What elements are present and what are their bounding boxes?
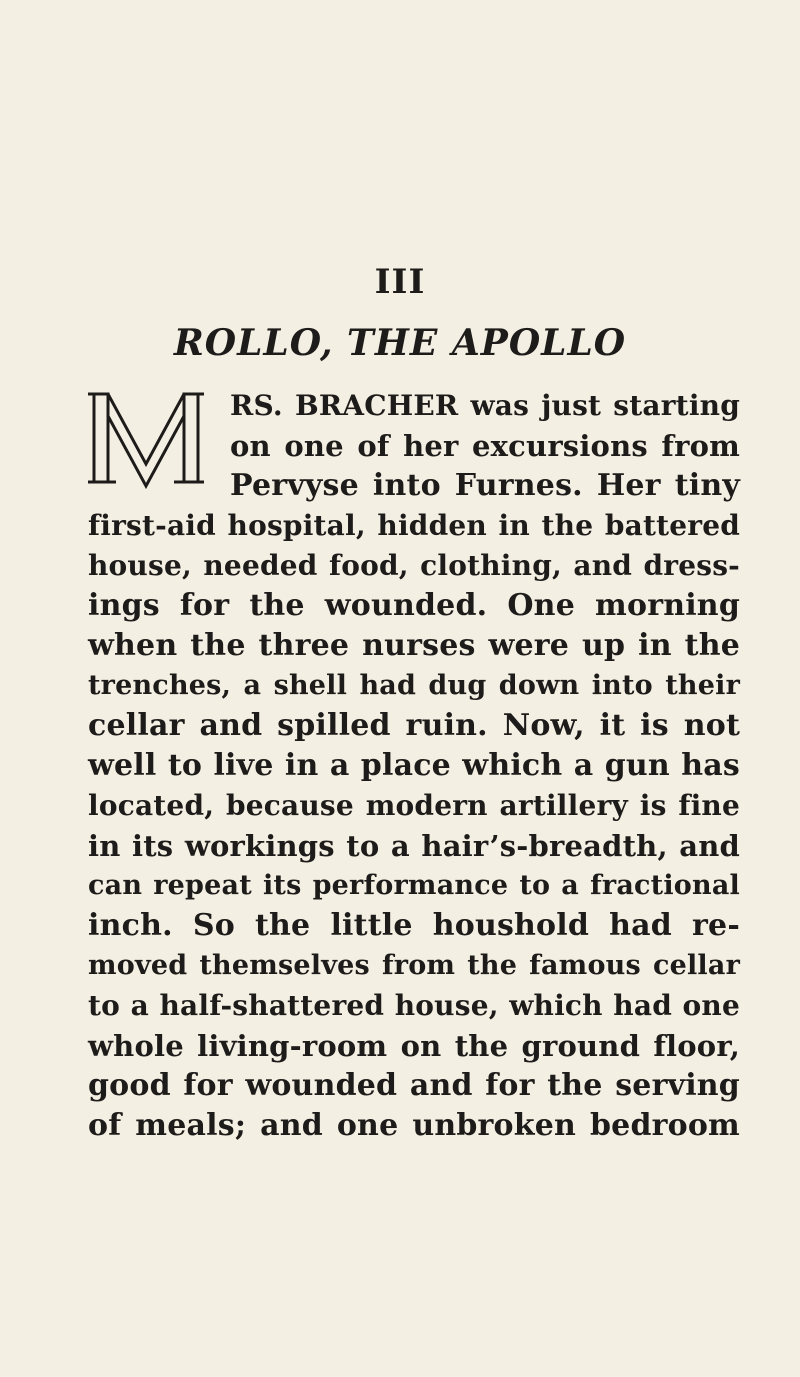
text-line: cellar and spilled ruin. Now, it is not: [88, 708, 740, 743]
chapter-title: ROLLO, THE APOLLO: [173, 322, 627, 364]
text-line: located, because modern artillery is fine: [88, 789, 740, 822]
chapter-number: III: [374, 262, 426, 302]
text-line: of meals; and one unbroken bedroom: [88, 1108, 740, 1143]
text-line: in its workings to a hair’s-breadth, and: [88, 829, 740, 863]
text-line: well to live in a place which a gun has: [88, 748, 740, 783]
text-line: when the three nurses were up in the: [88, 628, 740, 663]
text-line: RS. BRACHER was just starting: [230, 389, 740, 422]
text-line: to a half-shattered house, which had one: [88, 989, 740, 1022]
text-line: on one of her excursions from: [230, 429, 740, 463]
text-line: moved themselves from the famous cellar: [88, 950, 740, 981]
drop-cap-m-glyph: [86, 386, 206, 498]
drop-cap-letter: [86, 386, 206, 498]
text-line: whole living-room on the ground floor,: [88, 1029, 740, 1063]
text-line: first-aid hospital, hidden in the battered: [88, 509, 740, 542]
text-line: can repeat its performance to a fractional: [88, 870, 740, 901]
text-line: house, needed food, clothing, and dress-: [88, 549, 740, 582]
text-line: good for wounded and for the serving: [88, 1068, 740, 1103]
text-line: inch. So the little houshold had re-: [88, 908, 740, 943]
text-line: Pervyse into Furnes. Her tiny: [230, 468, 740, 503]
text-line: trenches, a shell had dug down into their: [88, 670, 740, 701]
text-line: ings for the wounded. One morning: [88, 588, 740, 623]
